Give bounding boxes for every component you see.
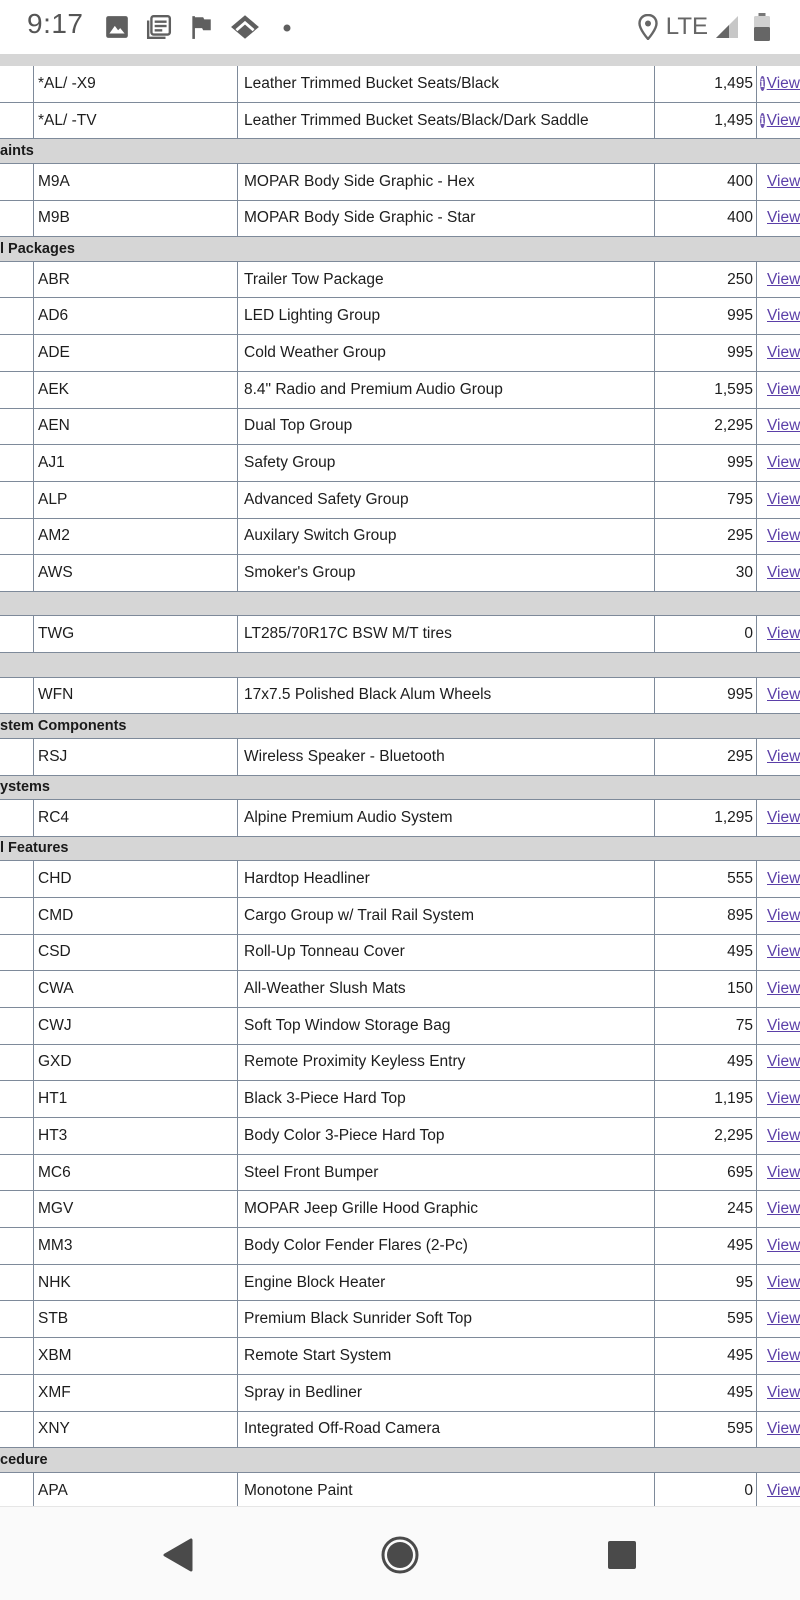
view-link[interactable]: View xyxy=(767,1016,800,1034)
option-code: CMD xyxy=(33,898,238,934)
view-link[interactable]: View xyxy=(767,417,800,435)
status-time: 9:17 xyxy=(27,8,84,39)
table-row xyxy=(0,555,800,592)
option-description: Black 3-Piece Hard Top xyxy=(244,1090,406,1108)
view-link[interactable]: View xyxy=(767,209,800,227)
option-code: ALP xyxy=(33,482,238,518)
view-link[interactable]: View xyxy=(767,1200,800,1218)
view-link[interactable]: View xyxy=(767,1236,800,1254)
view-link[interactable]: View xyxy=(767,1126,800,1144)
option-price: 795 xyxy=(654,482,757,518)
table-row xyxy=(0,1191,800,1228)
option-description: Premium Black Sunrider Soft Top xyxy=(244,1310,473,1328)
table-row xyxy=(0,861,800,898)
option-description: Engine Block Heater xyxy=(244,1273,386,1291)
table-row xyxy=(0,800,800,837)
view-cell xyxy=(759,482,800,518)
table-row xyxy=(0,616,800,653)
option-description: 17x7.5 Polished Black Alum Wheels xyxy=(244,686,492,704)
table-row xyxy=(0,409,800,446)
view-cell xyxy=(759,1265,800,1301)
option-price: 95 xyxy=(654,1265,757,1301)
option-code: *AL/ -TV xyxy=(33,103,238,139)
network-type: LTE xyxy=(665,13,708,40)
view-cell xyxy=(759,335,800,371)
view-cell xyxy=(759,800,800,836)
table-row xyxy=(0,1118,800,1155)
table-row xyxy=(0,1045,800,1082)
view-cell xyxy=(759,66,800,102)
view-link[interactable]: View xyxy=(767,454,800,472)
table-row xyxy=(0,335,800,372)
view-link[interactable]: View xyxy=(767,564,800,582)
table-row xyxy=(0,372,800,409)
section-header xyxy=(0,653,800,678)
option-description: Soft Top Window Storage Bag xyxy=(244,1016,451,1034)
option-price: 895 xyxy=(654,898,757,934)
view-link[interactable]: View xyxy=(767,380,800,398)
view-cell xyxy=(759,861,800,897)
section-header: l Features xyxy=(0,837,800,862)
option-code: NHK xyxy=(33,1265,238,1301)
view-cell xyxy=(759,1228,800,1264)
option-code: RC4 xyxy=(33,800,238,836)
view-cell xyxy=(759,262,800,298)
view-link[interactable]: View xyxy=(767,527,800,545)
table-row xyxy=(0,103,800,140)
option-price: 495 xyxy=(654,935,757,971)
view-cell xyxy=(759,1375,800,1411)
option-description: Roll-Up Tonneau Cover xyxy=(244,943,405,961)
table-row xyxy=(0,519,800,556)
section-header xyxy=(0,54,800,66)
option-price-table[interactable] xyxy=(0,54,800,1506)
option-description: MOPAR Body Side Graphic - Star xyxy=(244,209,476,227)
option-description: Cold Weather Group xyxy=(244,343,386,361)
table-row xyxy=(0,678,800,715)
view-link[interactable]: View xyxy=(767,490,800,508)
battery-icon xyxy=(752,12,772,42)
option-code: XBM xyxy=(33,1338,238,1374)
option-price: 1,595 xyxy=(654,372,757,408)
view-link[interactable]: View xyxy=(767,1090,800,1108)
table-body xyxy=(0,66,800,1506)
option-code: M9A xyxy=(33,164,238,200)
status-bar xyxy=(0,0,800,54)
table-row xyxy=(0,1375,800,1412)
view-cell xyxy=(759,1301,800,1337)
table-row xyxy=(0,1155,800,1192)
option-price: 995 xyxy=(654,335,757,371)
option-description: Dual Top Group xyxy=(244,417,353,435)
view-link[interactable]: View xyxy=(767,1420,800,1438)
view-link[interactable]: View xyxy=(767,1053,800,1071)
view-link[interactable]: View xyxy=(767,343,800,361)
recents-icon xyxy=(606,1539,638,1571)
table-row xyxy=(0,1338,800,1375)
option-description: Spray in Bedliner xyxy=(244,1383,363,1401)
option-code: HT3 xyxy=(33,1118,238,1154)
view-link[interactable]: View xyxy=(767,1346,800,1364)
news-icon xyxy=(146,14,172,40)
option-description: MOPAR Jeep Grille Hood Graphic xyxy=(244,1200,479,1218)
section-header: l Packages xyxy=(0,237,800,262)
view-cell xyxy=(759,1008,800,1044)
view-cell xyxy=(759,935,800,971)
table-row xyxy=(0,201,800,238)
option-description: Hardtop Headliner xyxy=(244,870,370,888)
option-code: CWA xyxy=(33,971,238,1007)
view-cell xyxy=(759,201,800,237)
option-description: Leather Trimmed Bucket Seats/Black/Dark Saddle xyxy=(244,111,589,129)
view-cell xyxy=(759,739,800,775)
option-price: 295 xyxy=(654,739,757,775)
table-row xyxy=(0,971,800,1008)
view-cell xyxy=(759,1155,800,1191)
option-code: ABR xyxy=(33,262,238,298)
option-description: All-Weather Slush Mats xyxy=(244,980,406,998)
section-header: ystems xyxy=(0,776,800,801)
view-cell xyxy=(759,1081,800,1117)
option-code: ADE xyxy=(33,335,238,371)
view-cell xyxy=(759,1473,800,1506)
option-price: 400 xyxy=(654,201,757,237)
view-link[interactable]: View xyxy=(767,1310,800,1328)
home-icon xyxy=(381,1536,419,1574)
table-row xyxy=(0,298,800,335)
option-code: *AL/ -X9 xyxy=(33,66,238,102)
option-price: 30 xyxy=(654,555,757,591)
option-code: TWG xyxy=(33,616,238,652)
option-price: 2,295 xyxy=(654,409,757,445)
option-description: Integrated Off-Road Camera xyxy=(244,1420,441,1438)
table-row xyxy=(0,164,800,201)
option-description: Wireless Speaker - Bluetooth xyxy=(244,747,445,765)
view-link[interactable]: View xyxy=(767,1163,800,1181)
option-description: Body Color Fender Flares (2-Pc) xyxy=(244,1236,468,1254)
view-cell xyxy=(759,971,800,1007)
option-price: 1,295 xyxy=(654,800,757,836)
option-code: XMF xyxy=(33,1375,238,1411)
status-right xyxy=(638,12,772,42)
back-button[interactable] xyxy=(158,1535,198,1575)
table-row xyxy=(0,1473,800,1506)
view-link[interactable]: View xyxy=(767,686,800,704)
home-button[interactable] xyxy=(380,1535,420,1575)
table-row xyxy=(0,898,800,935)
table-row xyxy=(0,66,800,103)
section-header xyxy=(0,592,800,617)
option-code: M9B xyxy=(33,201,238,237)
location-icon xyxy=(638,14,658,40)
option-code: CWJ xyxy=(33,1008,238,1044)
view-cell xyxy=(759,445,800,481)
option-code: MC6 xyxy=(33,1155,238,1191)
dot-icon xyxy=(280,14,294,40)
flag-icon xyxy=(188,14,214,40)
view-link[interactable]: View xyxy=(767,747,800,765)
option-price: 245 xyxy=(654,1191,757,1227)
view-cell xyxy=(759,1118,800,1154)
view-link[interactable]: View xyxy=(767,980,800,998)
section-header: cedure xyxy=(0,1448,800,1473)
section-header: aints xyxy=(0,139,800,164)
table-row xyxy=(0,1008,800,1045)
view-link[interactable]: View xyxy=(767,270,800,288)
option-price: 0 xyxy=(654,1473,757,1506)
view-link[interactable]: View xyxy=(766,111,800,129)
option-price: 1,495 xyxy=(654,103,757,139)
view-cell xyxy=(759,372,800,408)
option-description: Monotone Paint xyxy=(244,1481,353,1499)
option-code: AD6 xyxy=(33,298,238,334)
option-price: 1,495 xyxy=(654,66,757,102)
option-price: 1,195 xyxy=(654,1081,757,1117)
table-row xyxy=(0,445,800,482)
option-price: 75 xyxy=(654,1008,757,1044)
view-cell xyxy=(759,1338,800,1374)
option-description: Auxilary Switch Group xyxy=(244,527,397,545)
option-code: GXD xyxy=(33,1045,238,1081)
table-row xyxy=(0,935,800,972)
option-code: AM2 xyxy=(33,519,238,555)
view-cell xyxy=(759,1045,800,1081)
option-code: APA xyxy=(33,1473,238,1506)
option-price: 495 xyxy=(654,1375,757,1411)
recents-button[interactable] xyxy=(602,1535,642,1575)
info-icon[interactable]: i xyxy=(760,114,765,128)
option-description: Trailer Tow Package xyxy=(244,270,384,288)
option-price: 555 xyxy=(654,861,757,897)
view-link[interactable]: View xyxy=(767,1273,800,1291)
view-link[interactable]: View xyxy=(767,870,800,888)
option-price: 400 xyxy=(654,164,757,200)
table-row xyxy=(0,1301,800,1338)
option-code: CHD xyxy=(33,861,238,897)
option-price: 250 xyxy=(654,262,757,298)
view-link[interactable]: View xyxy=(766,74,800,92)
table-row xyxy=(0,1265,800,1302)
table-row xyxy=(0,739,800,776)
option-price: 495 xyxy=(654,1228,757,1264)
view-link[interactable]: View xyxy=(767,943,800,961)
view-link[interactable]: View xyxy=(767,172,800,190)
view-cell xyxy=(759,164,800,200)
option-description: Body Color 3-Piece Hard Top xyxy=(244,1126,445,1144)
navigation-bar xyxy=(0,1506,800,1600)
option-description: Remote Start System xyxy=(244,1346,392,1364)
option-price: 995 xyxy=(654,678,757,714)
view-cell xyxy=(759,1412,800,1448)
option-code: MM3 xyxy=(33,1228,238,1264)
option-code: CSD xyxy=(33,935,238,971)
view-link[interactable]: View xyxy=(767,625,800,643)
table-row xyxy=(0,1228,800,1265)
option-price: 150 xyxy=(654,971,757,1007)
table-row xyxy=(0,482,800,519)
option-code: STB xyxy=(33,1301,238,1337)
option-description: Safety Group xyxy=(244,454,336,472)
image-icon xyxy=(104,14,130,40)
option-price: 295 xyxy=(654,519,757,555)
option-price: 595 xyxy=(654,1412,757,1448)
view-cell xyxy=(759,298,800,334)
option-price: 495 xyxy=(654,1338,757,1374)
view-link[interactable]: View xyxy=(767,1481,800,1499)
option-code: WFN xyxy=(33,678,238,714)
info-icon[interactable]: i xyxy=(760,77,765,91)
option-description: Remote Proximity Keyless Entry xyxy=(244,1053,466,1071)
option-price: 995 xyxy=(654,445,757,481)
view-cell xyxy=(759,616,800,652)
option-code: AWS xyxy=(33,555,238,591)
option-description: Alpine Premium Audio System xyxy=(244,808,453,826)
view-link[interactable]: View xyxy=(767,1383,800,1401)
option-description: 8.4" Radio and Premium Audio Group xyxy=(244,380,503,398)
view-link[interactable]: View xyxy=(767,906,800,924)
option-description: LT285/70R17C BSW M/T tires xyxy=(244,625,452,643)
view-cell xyxy=(759,555,800,591)
app-icon xyxy=(230,14,260,40)
option-price: 595 xyxy=(654,1301,757,1337)
option-description: Leather Trimmed Bucket Seats/Black xyxy=(244,74,500,92)
view-cell xyxy=(759,898,800,934)
option-price: 695 xyxy=(654,1155,757,1191)
view-link[interactable]: View xyxy=(767,307,800,325)
table-row xyxy=(0,1081,800,1118)
option-code: AEN xyxy=(33,409,238,445)
option-code: AJ1 xyxy=(33,445,238,481)
option-code: HT1 xyxy=(33,1081,238,1117)
option-code: XNY xyxy=(33,1412,238,1448)
option-description: Cargo Group w/ Trail Rail System xyxy=(244,906,474,924)
option-description: Smoker's Group xyxy=(244,564,356,582)
option-code: RSJ xyxy=(33,739,238,775)
view-cell xyxy=(759,1191,800,1227)
section-header: stem Components xyxy=(0,714,800,739)
view-cell xyxy=(759,678,800,714)
option-code: MGV xyxy=(33,1191,238,1227)
table-row xyxy=(0,1412,800,1449)
option-description: Advanced Safety Group xyxy=(244,490,409,508)
view-cell xyxy=(759,103,800,139)
option-code: AEK xyxy=(33,372,238,408)
option-description: MOPAR Body Side Graphic - Hex xyxy=(244,172,475,190)
option-price: 2,295 xyxy=(654,1118,757,1154)
view-link[interactable]: View xyxy=(767,808,800,826)
back-icon xyxy=(161,1537,195,1573)
option-price: 495 xyxy=(654,1045,757,1081)
option-price: 995 xyxy=(654,298,757,334)
view-cell xyxy=(759,519,800,555)
view-cell xyxy=(759,409,800,445)
table-row xyxy=(0,262,800,299)
signal-icon xyxy=(714,14,740,40)
option-description: Steel Front Bumper xyxy=(244,1163,379,1181)
option-description: LED Lighting Group xyxy=(244,307,381,325)
option-price: 0 xyxy=(654,616,757,652)
